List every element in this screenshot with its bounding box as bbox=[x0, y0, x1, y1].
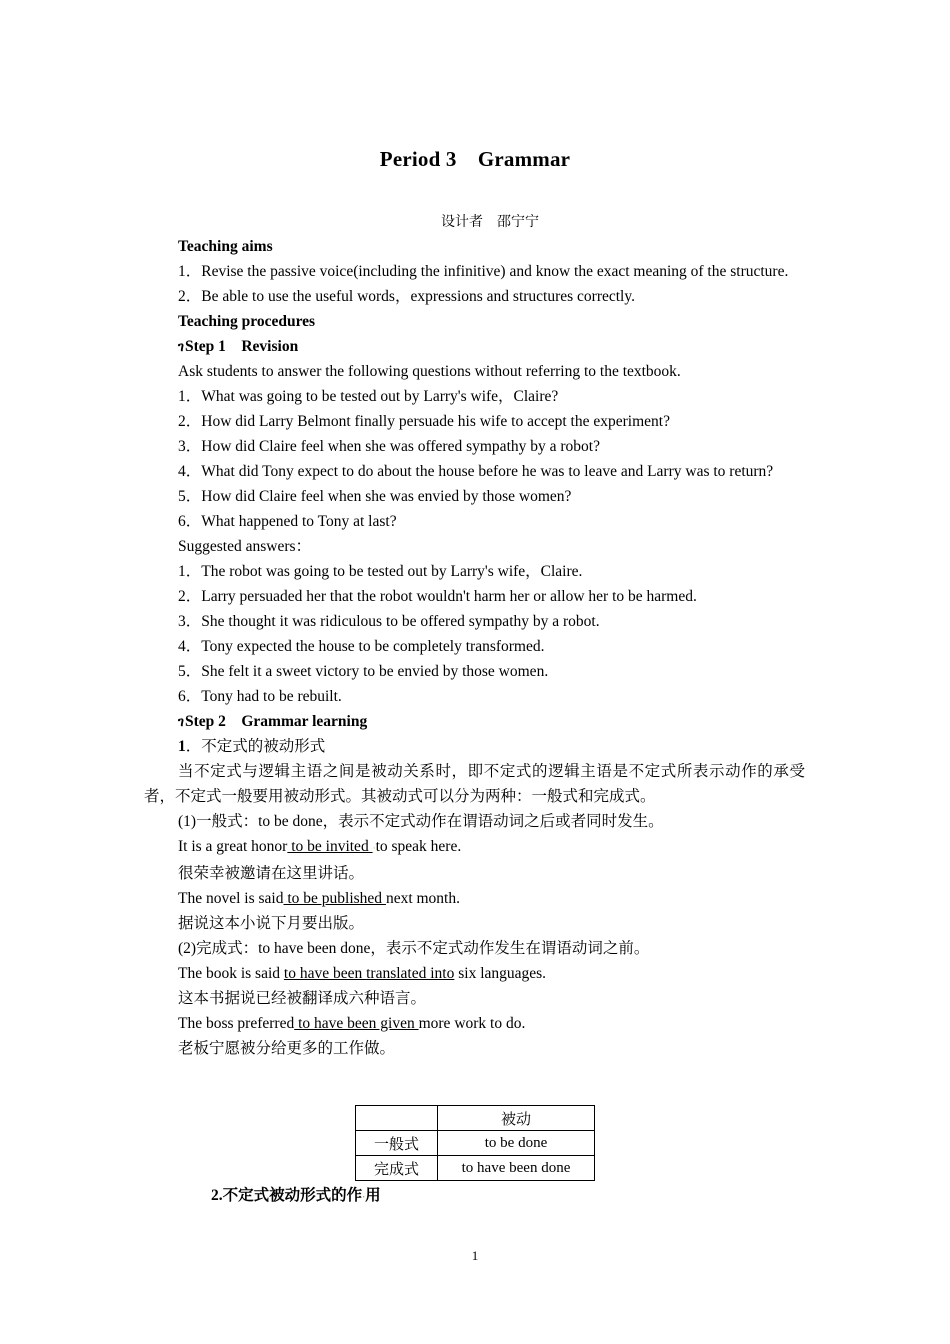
subsection-1-title: ．不定式的被动形式 bbox=[185, 738, 326, 755]
fill-blank: to have been translated into bbox=[283, 965, 455, 982]
passive-forms-table bbox=[355, 1105, 595, 1181]
subsection-1-number: 1 bbox=[178, 738, 186, 755]
question-item: 4．What did Tony expect to do about the house before he was to leave and Larry was to return? bbox=[178, 463, 774, 480]
answer-item: 4．Tony expected the house to be completely transformed. bbox=[178, 638, 545, 655]
document-body bbox=[144, 234, 805, 1061]
anchor-dot-icon: · bbox=[362, 1192, 366, 1202]
fill-blank: to have been given bbox=[294, 1015, 419, 1032]
anchor-dot-icon: · bbox=[372, 843, 376, 853]
aims-heading: Teaching aims bbox=[178, 238, 273, 255]
example-text: next month. bbox=[385, 890, 460, 907]
example-1-translation: 很荣幸被邀请在这里讲话。 bbox=[178, 865, 365, 882]
table-header-passive: 被动 bbox=[438, 1106, 595, 1131]
form-2-rule: (2)完成式：to have been done，表示不定式动作发生在谓语动词之前。 bbox=[178, 940, 650, 957]
example-text: more work to do. bbox=[418, 1015, 526, 1032]
subsection-2-title-end: 用 bbox=[365, 1187, 381, 1204]
table-row bbox=[356, 1131, 595, 1156]
table-row bbox=[356, 1156, 595, 1181]
procedures-heading: Teaching procedures bbox=[178, 313, 316, 330]
example-1 bbox=[144, 834, 805, 861]
example-text: six languages. bbox=[454, 965, 547, 982]
aims-item-1: 1．Revise the passive voice(including the infinitive) and know the exact meaning of the structure. bbox=[178, 263, 789, 280]
table-row-label: 完成式 bbox=[356, 1156, 438, 1181]
answer-item: 6．Tony had to be rebuilt. bbox=[178, 688, 342, 705]
subsection-2-title: 2.不定式被动形式的作 bbox=[211, 1187, 363, 1204]
example-3-translation: 这本书据说已经被翻译成六种语言。 bbox=[178, 990, 427, 1007]
answer-item: 1．The robot was going to be tested out by Larry's wife，Claire. bbox=[178, 563, 583, 580]
step2-title: Step 2 Grammar learning bbox=[184, 713, 368, 730]
table-header-blank bbox=[356, 1106, 438, 1131]
subsection-1-heading bbox=[144, 734, 805, 759]
answer-item: 3．She thought it was ridiculous to be offered sympathy by a robot. bbox=[178, 613, 600, 630]
example-4 bbox=[144, 1011, 805, 1036]
table-header-row bbox=[356, 1106, 595, 1131]
subsection-2-heading bbox=[211, 1183, 381, 1210]
grammar-paragraph: 当不定式与逻辑主语之间是被动关系时，即不定式的逻辑主语是不定式所表示动作的承受者，不定式一般要用被动形式。其被动式可以分为两种：一般式和完成式。 bbox=[144, 763, 805, 805]
fill-blank: to be published bbox=[283, 890, 386, 907]
example-text: The boss preferred bbox=[178, 1015, 295, 1032]
example-text: The novel is said bbox=[178, 890, 284, 907]
example-2-translation: 据说这本小说下月要出版。 bbox=[178, 915, 365, 932]
aims-item-2: 2．Be able to use the useful words，expressions and structures correctly. bbox=[178, 288, 635, 305]
page-number: 1 bbox=[471, 1248, 479, 1263]
step1-intro: Ask students to answer the following questions without referring to the textbook. bbox=[178, 363, 681, 380]
question-item: 1．What was going to be tested out by Larry's wife，Claire? bbox=[178, 388, 559, 405]
page-title: Period 3 Grammar bbox=[379, 147, 571, 171]
step-marker-icon: ገ bbox=[178, 714, 184, 729]
question-item: 2．How did Larry Belmont finally persuade his wife to accept the experiment? bbox=[178, 413, 670, 430]
example-2 bbox=[144, 886, 805, 911]
example-text: It is a great honor bbox=[178, 838, 288, 855]
answers-label: Suggested answers： bbox=[178, 538, 312, 555]
example-text: to speak here. bbox=[375, 838, 462, 855]
answer-item: 2．Larry persuaded her that the robot wouldn't harm her or allow her to be harmed. bbox=[178, 588, 697, 605]
step-marker-icon: ገ bbox=[178, 339, 184, 354]
table-row-value: to be done bbox=[438, 1131, 595, 1156]
form-1-rule: (1)一般式：to be done，表示不定式动作在谓语动词之后或者同时发生。 bbox=[178, 813, 664, 830]
question-item: 3．How did Claire feel when she was offered sympathy by a robot? bbox=[178, 438, 600, 455]
table-row-label: 一般式 bbox=[356, 1131, 438, 1156]
fill-blank: to be invited bbox=[287, 838, 373, 855]
step2-heading bbox=[144, 709, 805, 734]
table-row-value: to have been done bbox=[438, 1156, 595, 1181]
question-item: 6．What happened to Tony at last? bbox=[178, 513, 397, 530]
question-item: 5．How did Claire feel when she was envied by those women? bbox=[178, 488, 572, 505]
answer-item: 5．She felt it a sweet victory to be envied by those women. bbox=[178, 663, 549, 680]
example-3 bbox=[144, 961, 805, 986]
author-line: 设计者 邵宁宁 bbox=[441, 214, 539, 230]
example-text: The book is said bbox=[178, 965, 284, 982]
step1-heading bbox=[144, 334, 805, 359]
step1-title: Step 1 Revision bbox=[184, 338, 299, 355]
example-4-translation: 老板宁愿被分给更多的工作做。 bbox=[178, 1040, 396, 1057]
